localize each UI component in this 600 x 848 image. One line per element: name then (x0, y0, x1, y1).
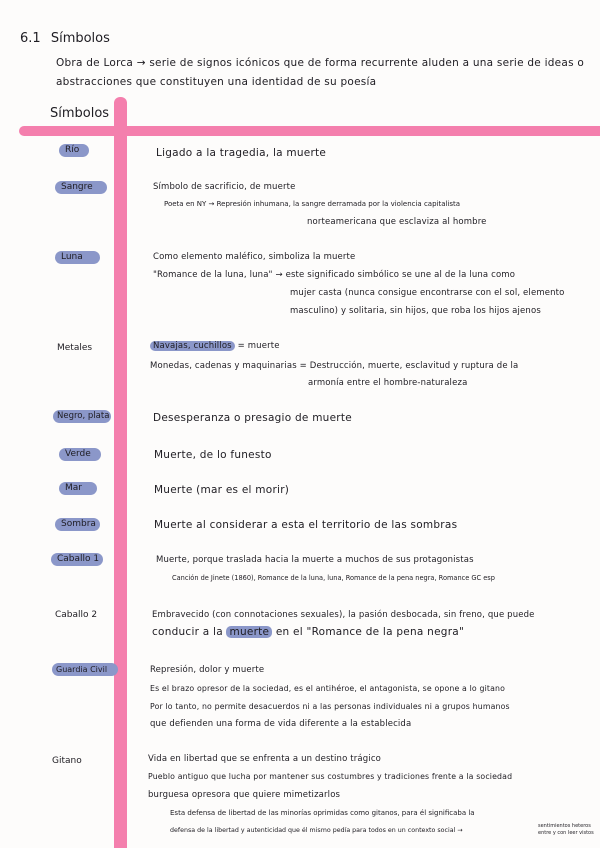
label-sangre: Sangre (55, 181, 107, 194)
guardia-line-3: Por lo tanto, no permite desacuerdos ni a las personas individuales ni a grupos humanos (150, 702, 510, 711)
label-mar: Mar (59, 482, 97, 495)
caballo2-line-1: Embravecido (con connotaciones sexuales), la pasión desbocada, sin freno, que puede (152, 610, 535, 620)
guardia-line-4: que defienden una forma de vida diferente a la establecida (150, 719, 412, 729)
guardia-line-1: Represión, dolor y muerte (150, 665, 265, 675)
gitano-line-4: Esta defensa de libertad de las minorías oprimidas como gitanos, para él significaba la (170, 809, 475, 817)
caballo1-line-2: Canción de Jinete (1860), Romance de la luna, luna, Romance de la pena negra, Romance GC esp (172, 574, 495, 582)
section-title: Símbolos (50, 31, 110, 46)
table-header: Símbolos (50, 106, 110, 121)
sangre-line-3: norteamericana que esclaviza al hombre (307, 217, 487, 227)
intro-line-1: Obra de Lorca → serie de signos icónicos que de forma recurrente aluden a una serie de ideas o (56, 57, 585, 69)
metales-line-3: armonía entre el hombre-naturaleza (308, 378, 468, 388)
label-sombra: Sombra (55, 518, 100, 531)
caballo2-line-2-pre: conducir a la (152, 626, 223, 638)
label-caballo-2: Caballo 2 (55, 610, 98, 620)
gitano-line-3: burguesa opresora que quiere mimetizarlos (148, 790, 341, 800)
label-rio: Río (59, 144, 89, 157)
mar-line-1: Muerte (mar es el morir) (154, 484, 290, 496)
verde-line-1: Muerte, de lo funesto (154, 449, 272, 461)
metales-line-1 (150, 341, 280, 351)
gitano-line-1: Vida en libertad que se enfrenta a un destino trágico (148, 754, 381, 764)
metales-highlight: Navajas, cuchillos (150, 341, 235, 351)
table-vertical-divider (114, 97, 127, 848)
rio-line-1: Ligado a la tragedia, la muerte (156, 147, 327, 159)
gitano-line-5: defensa de la libertad y autenticidad que él mismo pedía para todos en un contexto social → (170, 827, 463, 834)
metales-line-1-rest: = muerte (237, 341, 280, 351)
intro-line-2: abstracciones que constituyen una identidad de su poesía (56, 76, 377, 88)
label-verde: Verde (59, 448, 101, 461)
gitano-side-note-2: entre y con leer vistos (538, 830, 594, 836)
sombra-line-1: Muerte al considerar a esta el territorio de las sombras (154, 519, 458, 531)
label-caballo-1: Caballo 1 (51, 553, 103, 566)
label-luna: Luna (55, 251, 100, 264)
gitano-side-note-1: sentimientos heteros (538, 823, 591, 829)
caballo2-highlight: muerte (226, 626, 272, 638)
guardia-line-2: Es el brazo opresor de la sociedad, es el antihéroe, el antagonista, se opone a lo gitano (150, 684, 506, 693)
metales-line-2: Monedas, cadenas y maquinarias = Destrucción, muerte, esclavitud y ruptura de la (150, 361, 519, 371)
label-guardia-civil: Guardia Civil (52, 663, 118, 676)
label-metales: Metales (57, 343, 93, 353)
negro-line-1: Desesperanza o presagio de muerte (153, 412, 352, 424)
luna-line-4: masculino) y solitaria, sin hijos, que roba los hijos ajenos (290, 306, 541, 316)
caballo1-line-1: Muerte, porque traslada hacia la muerte a muchos de sus protagonistas (156, 555, 474, 565)
sangre-line-2: Poeta en NY → Represión inhumana, la sangre derramada por la violencia capitalista (164, 200, 461, 208)
gitano-line-2: Pueblo antiguo que lucha por mantener sus costumbres y tradiciones frente a la sociedad (148, 772, 513, 781)
table-horizontal-divider (19, 126, 600, 136)
caballo2-line-2-post: en el "Romance de la pena negra" (275, 626, 465, 638)
label-gitano: Gitano (52, 756, 82, 766)
luna-line-2: "Romance de la luna, luna" → este significado simbólico se une al de la luna como (153, 270, 516, 280)
sangre-line-1: Símbolo de sacrificio, de muerte (153, 182, 296, 192)
luna-line-1: Como elemento maléfico, simboliza la muerte (153, 252, 356, 262)
caballo2-line-2 (152, 626, 464, 638)
section-heading (20, 31, 110, 46)
label-negro-plata: Negro, plata (53, 410, 111, 423)
luna-line-3: mujer casta (nunca consigue encontrarse con el sol, elemento (290, 288, 565, 298)
section-number: 6.1 (20, 31, 41, 46)
